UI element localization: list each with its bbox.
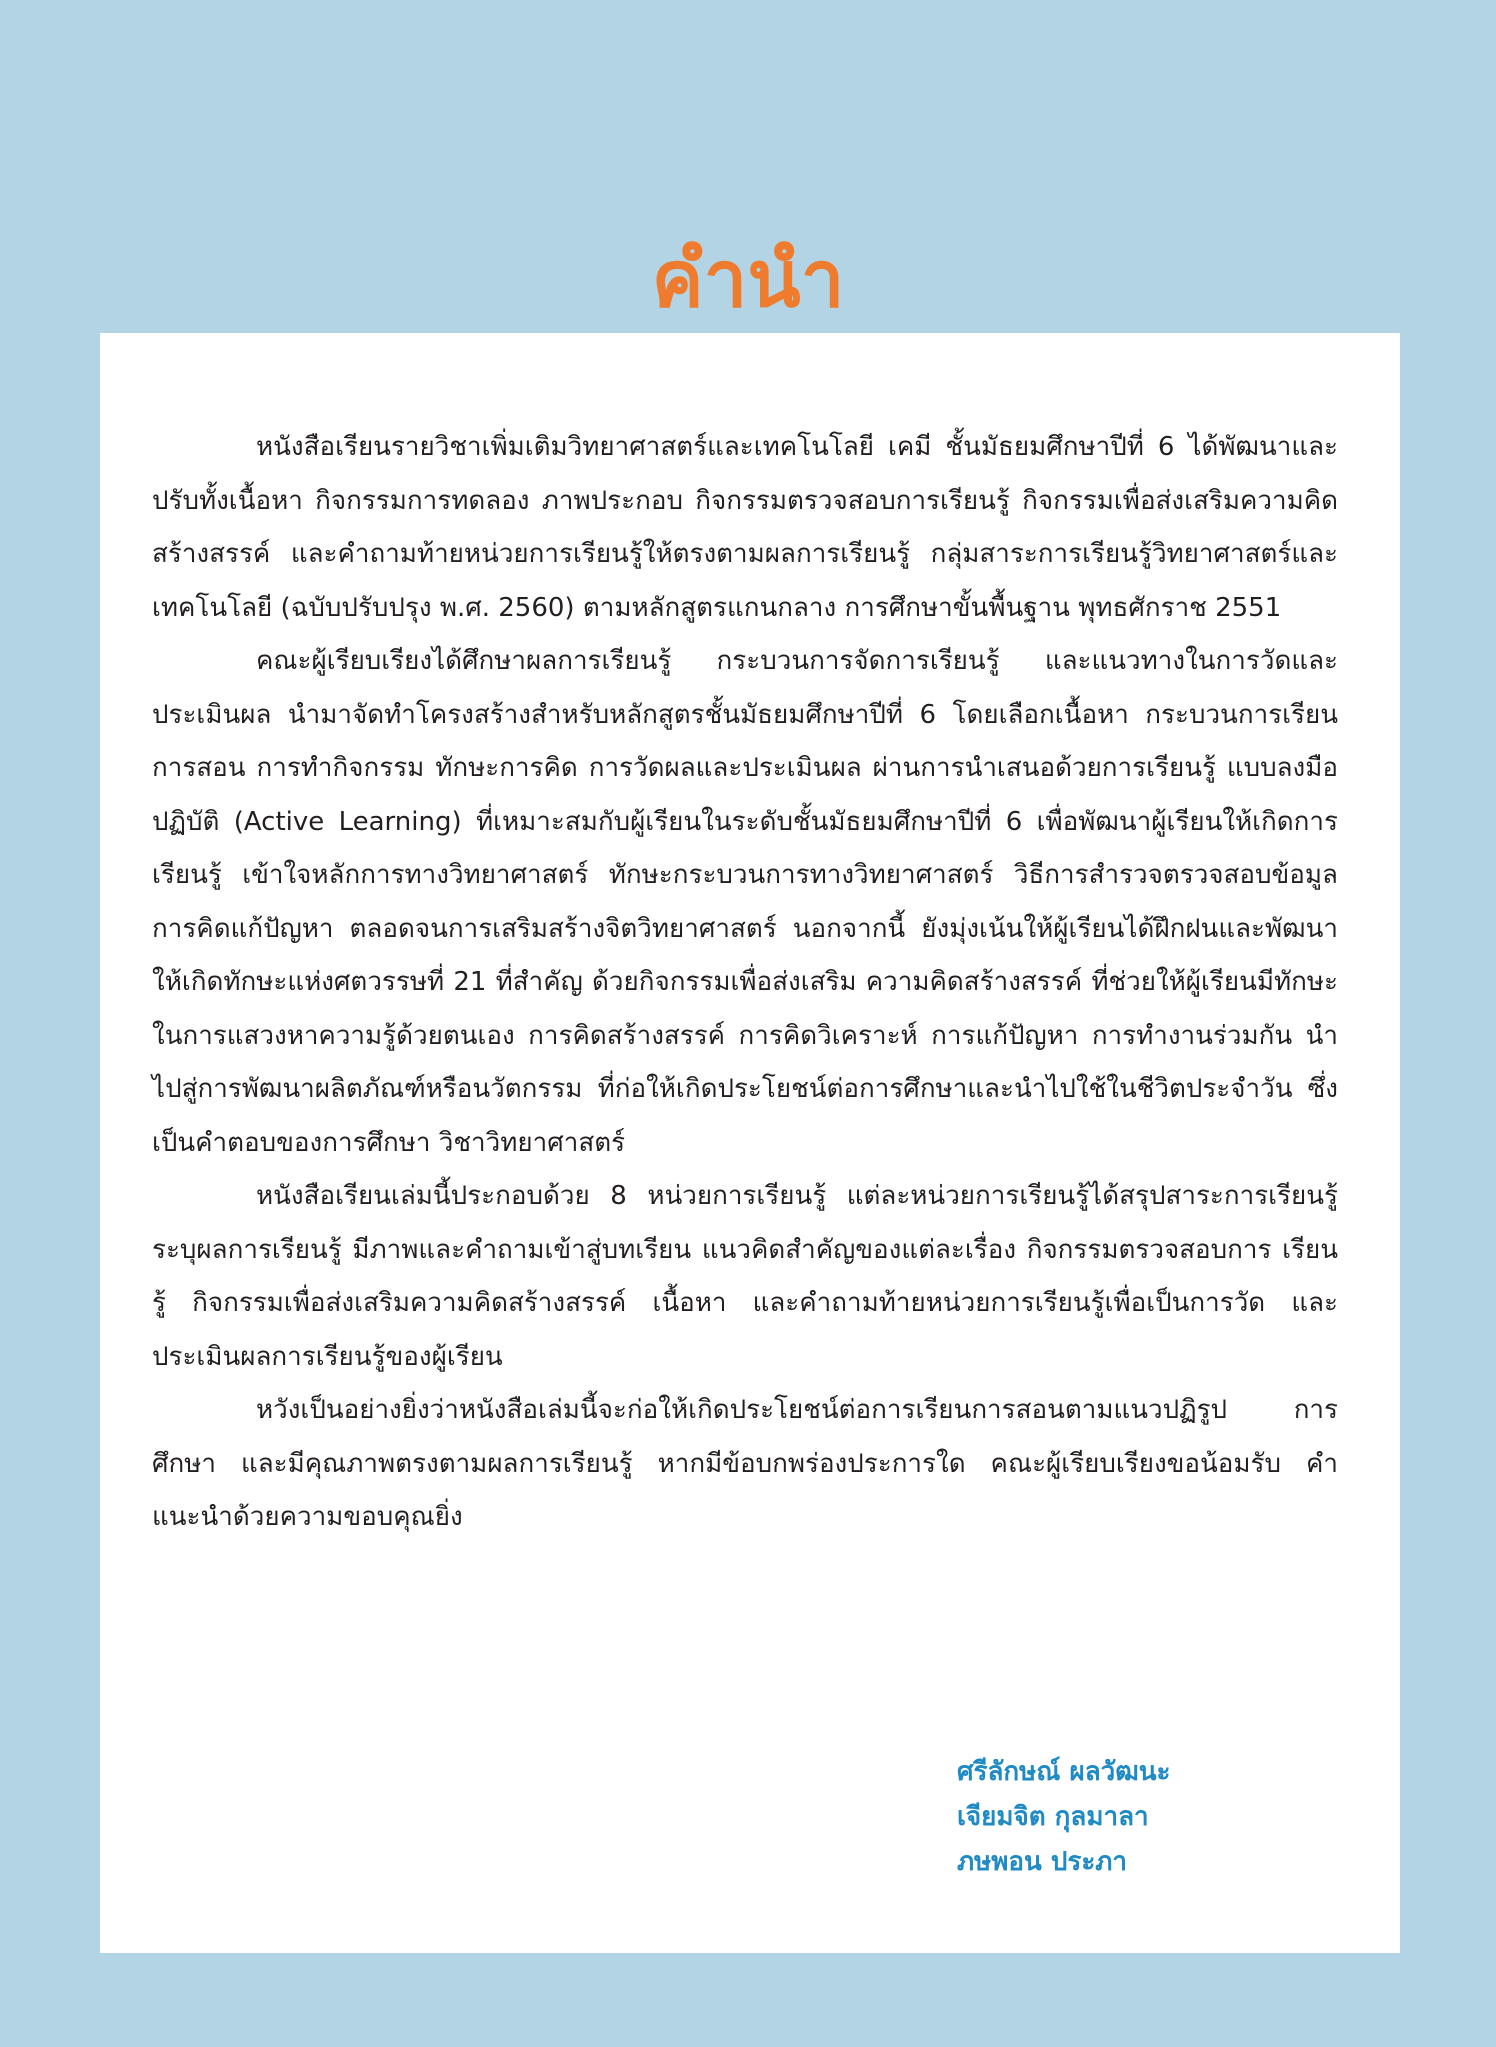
author-name: ศรีลักษณ์ ผลวัฒนะ <box>957 1757 1171 1787</box>
preface-body <box>152 421 1338 1545</box>
preface-card <box>100 333 1400 1953</box>
paragraph-intro: หนังสือเรียนรายวิชาเพิ่มเติมวิทยาศาสตร์และเทคโนโลยี เคมี ชั้นมัธยมศึกษาปีที่ 6 ได้พัฒนาและปรับทั้งเนื้อหา กิจกรรมการทดลอง ภาพประกอบ กิจกรรมตรวจสอบการเรียนรู้ กิจกรรมเพื่อส่งเสริมความคิดสร้างสรรค์ และคำถามท้ายหน่วยการเรียนรู้ให้ตรงตามผลการเรียนรู้ กลุ่มสาระการเรียนรู้วิทยาศาสตร์และเทคโนโลยี (ฉบับปรับปรุง พ.ศ. 2560) ตามหลักสูตรแกนกลาง การศึกษาขั้นพื้นฐาน พุทธศักราช 2551 <box>152 432 1338 623</box>
author-name: ภษพอน ประภา <box>957 1847 1128 1877</box>
author-signatures <box>957 1750 1170 1885</box>
author-name: เจียมจิต กุลมาลา <box>957 1802 1149 1832</box>
page-title: คำนำ <box>651 235 845 325</box>
paragraph-method: คณะผู้เรียบเรียงได้ศึกษาผลการเรียนรู้ กระบวนการจัดการเรียนรู้ และแนวทางในการวัดและประเมินผล นำมาจัดทำโครงสร้างสำหรับหลักสูตรชั้นมัธยมศึกษาปีที่ 6 โดยเลือกเนื้อหา กระบวนการเรียน การสอน การทำกิจกรรม ทักษะการคิด การวัดผลและประเมินผล ผ่านการนำเสนอด้วยการเรียนรู้ แบบลงมือปฏิบัติ (Active Learning) ที่เหมาะสมกับผู้เรียนในระดับชั้นมัธยมศึกษาปีที่ 6 เพื่อพัฒนาผู้เรียนให้เกิดการเรียนรู้ เข้าใจหลักการทางวิทยาศาสตร์ ทักษะกระบวนการทางวิทยาศาสตร์ วิธีการสำรวจตรวจสอบข้อมูล การคิดแก้ปัญหา ตลอดจนการเสริมสร้างจิตวิทยาศาสตร์ นอกจากนี้ ยังมุ่งเน้นให้ผู้เรียนได้ฝึกฝนและพัฒนาให้เกิดทักษะแห่งศตวรรษที่ 21 ที่สำคัญ ด้วยกิจกรรมเพื่อส่งเสริม ความคิดสร้างสรรค์ ที่ช่วยให้ผู้เรียนมีทักษะในการแสวงหาความรู้ด้วยตนเอง การคิดสร้างสรรค์ การคิดวิเคราะห์ การแก้ปัญหา การทำงานร่วมกัน นำไปสู่การพัฒนาผลิตภัณฑ์หรือนวัตกรรม ที่ก่อให้เกิดประโยชน์ต่อการศึกษาและนำไปใช้ในชีวิตประจำวัน ซึ่งเป็นคำตอบของการศึกษา วิชาวิทยาศาสตร์ <box>152 646 1338 1158</box>
paragraph-closing: หวังเป็นอย่างยิ่งว่าหนังสือเล่มนี้จะก่อให้เกิดประโยชน์ต่อการเรียนการสอนตามแนวปฏิรูป การศึกษา และมีคุณภาพตรงตามผลการเรียนรู้ หากมีข้อบกพร่องประการใด คณะผู้เรียบเรียงขอน้อมรับ คำแนะนำด้วยความขอบคุณยิ่ง <box>152 1395 1338 1532</box>
paragraph-structure: หนังสือเรียนเล่มนี้ประกอบด้วย 8 หน่วยการเรียนรู้ แต่ละหน่วยการเรียนรู้ได้สรุปสาระการเรียนรู้ ระบุผลการเรียนรู้ มีภาพและคำถามเข้าสู่บทเรียน แนวคิดสำคัญของแต่ละเรื่อง กิจกรรมตรวจสอบการ เรียนรู้ กิจกรรมเพื่อส่งเสริมความคิดสร้างสรรค์ เนื้อหา และคำถามท้ายหน่วยการเรียนรู้เพื่อเป็นการวัด และประเมินผลการเรียนรู้ของผู้เรียน <box>152 1181 1338 1372</box>
